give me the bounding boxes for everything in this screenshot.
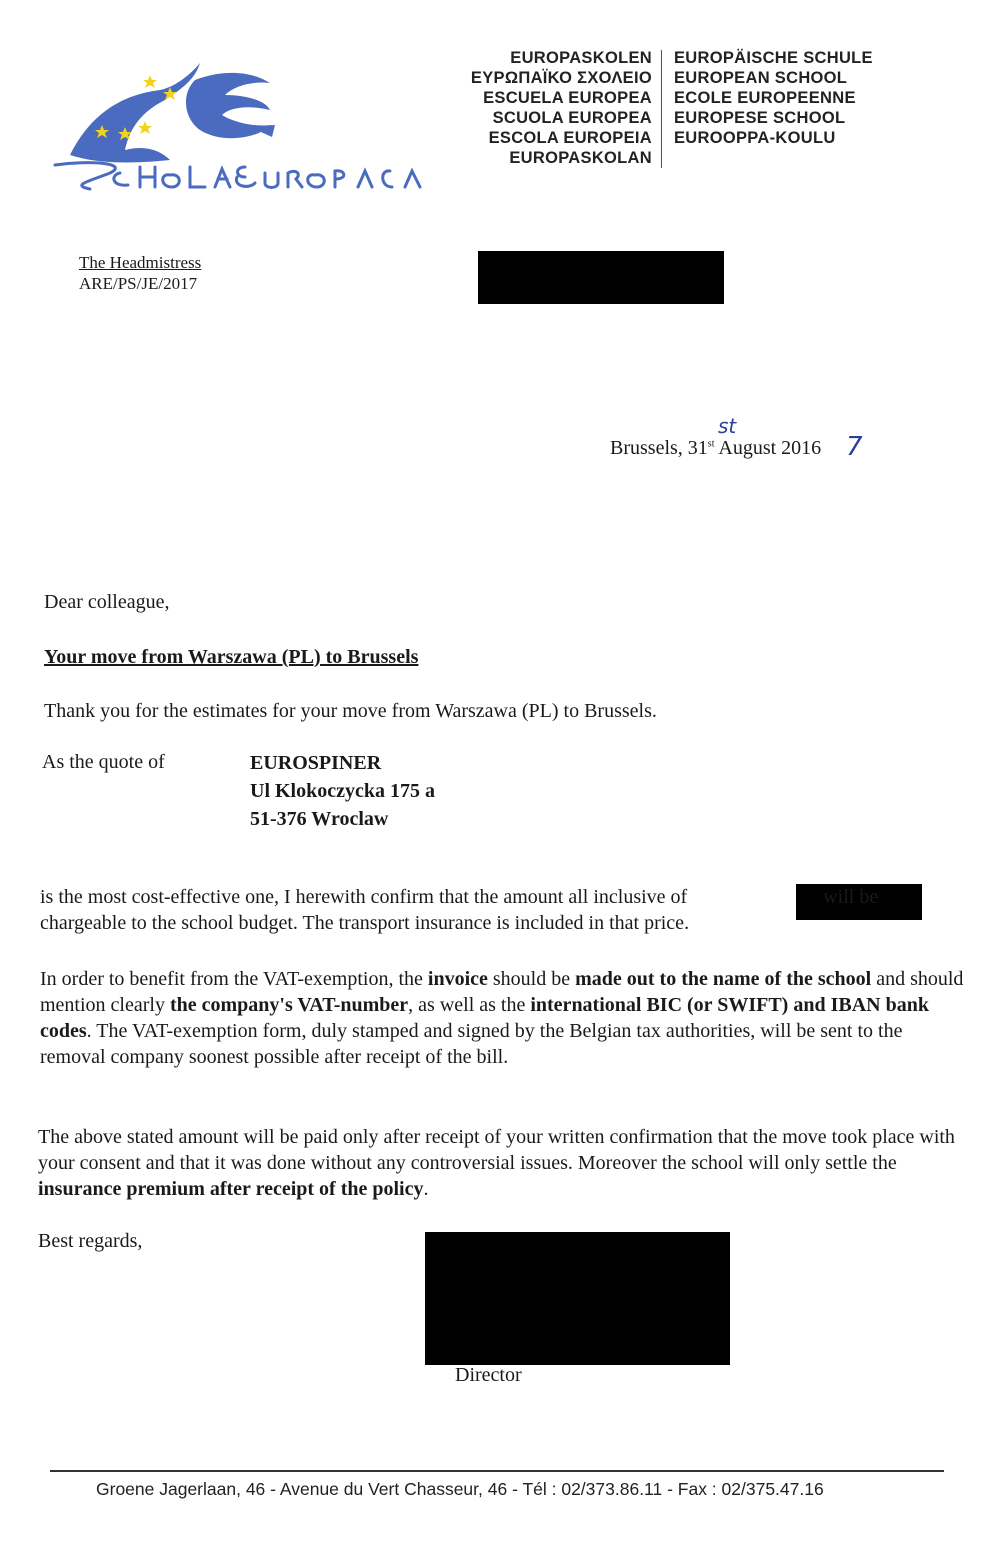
emphasis-text: the company's VAT-number [169,994,409,1016]
paragraph-amount [40,884,965,936]
paragraph-text: should be [487,968,576,990]
date-month-year: August 201 [718,437,812,459]
handwritten-suffix: st [718,414,737,438]
paragraph-text: and should mention clearly [40,968,964,1016]
emphasis-text: international BIC (or SWIFT) and IBAN bank codes [40,994,929,1042]
date-year-digit: 6 [811,437,822,459]
school-name: ECOLE EUROPEENNE [674,89,856,107]
quote-label: As the quote of [42,751,165,773]
school-names-right [674,48,934,148]
sender-title: The Headmistress [79,253,202,272]
date-suffix: st [707,438,715,450]
svg-text:SCHOLAEUROPAEA: SCHOLAEUROPAEA [50,204,60,205]
thanks-paragraph: Thank you for the estimates for your move from Warszawa (PL) to Brussels. [44,700,657,722]
date-place: Brussels, 31 [610,437,708,459]
school-name: EUROOPPA-KOULU [674,129,836,147]
closing: Best regards, [38,1230,143,1252]
emphasis-text: insurance premium after receipt of the policy [38,1178,424,1200]
paragraph-text: In order to benefit from the VAT-exemption, the [40,968,428,990]
paragraph-text: will be chargeable to the school budget. The transport insurance is included in that price. [40,886,879,934]
school-name: ESCUELA EUROPEA [483,89,652,107]
paragraph-text: . [423,1178,429,1200]
redacted-signature [425,1232,730,1365]
salutation: Dear colleague, [44,591,170,613]
letter-date [610,437,821,460]
signatory-title: Director [455,1364,522,1386]
handwritten-year-correction: 7 [846,432,863,462]
emphasis-text: invoice [427,968,488,990]
school-name: EUROPÄISCHE SCHULE [674,49,873,67]
emphasis-text: made out to the name of the school [575,968,872,990]
paragraph-payment [38,1124,963,1202]
school-logo [50,55,470,205]
subject-line: Your move from Warszawa (PL) to Brussels [44,646,419,668]
company-name: EUROSPINER [250,752,382,774]
paragraph-text: is the most cost-effective one, I herewith confirm that the amount all inclusive of [40,886,688,908]
school-name: ΕΥΡΩΠΑΪΚΟ ΣΧΟΛΕΙΟ [470,69,652,87]
paragraph-text: . The VAT-exemption form, duly stamped and signed by the Belgian tax authorities, will be sent to the removal company soonest possible after receipt of the bill. [40,1020,903,1068]
paragraph-vat [40,966,965,1070]
names-divider [661,50,662,168]
footer-rule [50,1470,944,1472]
paragraph-text: , as well as the [408,994,531,1016]
redacted-recipient [478,251,724,304]
school-name: SCUOLA EUROPEA [492,109,652,127]
school-name: EUROPASKOLAN [509,149,652,167]
company-street: Ul Klokoczycka 175 a [250,780,435,802]
school-name: ESCOLA EUROPEIA [488,129,652,147]
school-name: EUROPEAN SCHOOL [674,69,848,87]
sender-block [79,252,201,294]
school-name: EUROPASKOLEN [510,49,652,67]
reference-number: ARE/PS/JE/2017 [79,274,198,293]
company-address [250,749,435,833]
school-names-left [440,48,652,168]
company-city: 51-376 Wroclaw [250,808,389,830]
school-name: EUROPESE SCHOOL [674,109,846,127]
paragraph-text: The above stated amount will be paid only after receipt of your written confirmation that the move took place with your consent and that it was done without any controversial issues. Moreover the school will only settle the [38,1126,955,1174]
footer-address: Groene Jagerlaan, 46 - Avenue du Vert Chasseur, 46 - Tél : 02/373.86.11 - Fax : 02/375.47.16 [96,1479,824,1499]
